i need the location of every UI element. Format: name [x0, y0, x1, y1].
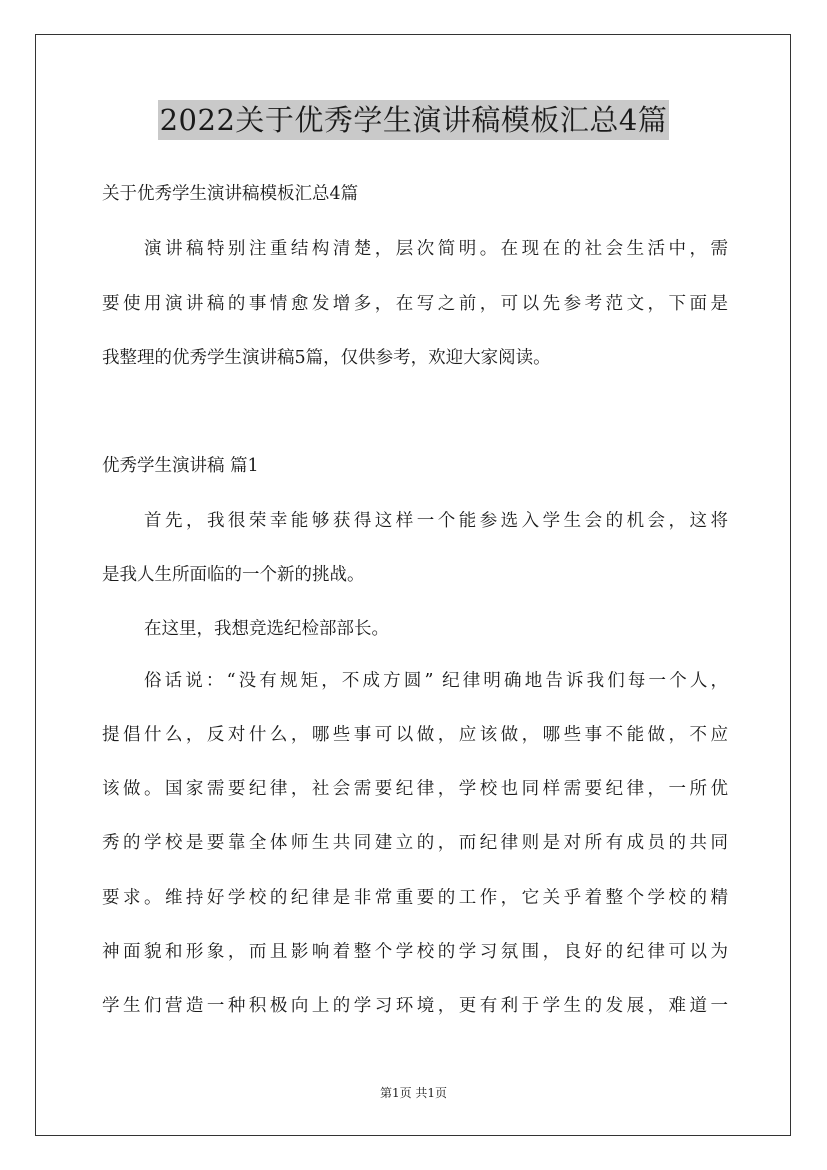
paragraph-line: 该做。国家需要纪律，社会需要纪律，学校也同样需要纪律，一所优: [102, 779, 728, 799]
document-title: 2022关于优秀学生演讲稿模板汇总4篇: [158, 100, 670, 140]
paragraph-line: 神面貌和形象，而且影响着整个学校的学习氛围，良好的纪律可以为: [102, 942, 728, 962]
paragraph-line: 秀的学校是要靠全体师生共同建立的，而纪律则是对所有成员的共同: [102, 833, 728, 853]
intro-line: 演讲稿特别注重结构清楚，层次简明。在现在的社会生活中，需: [144, 239, 728, 259]
paragraph-line: 学生们营造一种积极向上的学习环境，更有利于学生的发展，难道一: [102, 996, 728, 1016]
intro-line: 我整理的优秀学生演讲稿5篇，仅供参考，欢迎大家阅读。: [102, 348, 551, 368]
section-heading: 优秀学生演讲稿 篇1: [102, 456, 259, 476]
document-subtitle: 关于优秀学生演讲稿模板汇总4篇: [102, 184, 359, 204]
paragraph-line: 提倡什么，反对什么，哪些事可以做，应该做，哪些事不能做，不应: [102, 725, 728, 745]
paragraph-line: 首先，我很荣幸能够获得这样一个能参选入学生会的机会，这将: [144, 511, 728, 531]
paragraph-line: 是我人生所面临的一个新的挑战。: [102, 565, 365, 585]
paragraph-line: 要求。维持好学校的纪律是非常重要的工作，它关乎着整个学校的精: [102, 888, 728, 908]
page-footer: 第1页 共1页: [379, 1086, 448, 1100]
intro-line: 要使用演讲稿的事情愈发增多，在写之前，可以先参考范文，下面是: [102, 294, 728, 314]
title-container: [0, 100, 827, 140]
paragraph-line: 在这里，我想竞选纪检部部长。: [144, 619, 389, 639]
paragraph-line: 俗话说：“没有规矩，不成方圆” 纪律明确地告诉我们每一个人，: [144, 671, 728, 691]
